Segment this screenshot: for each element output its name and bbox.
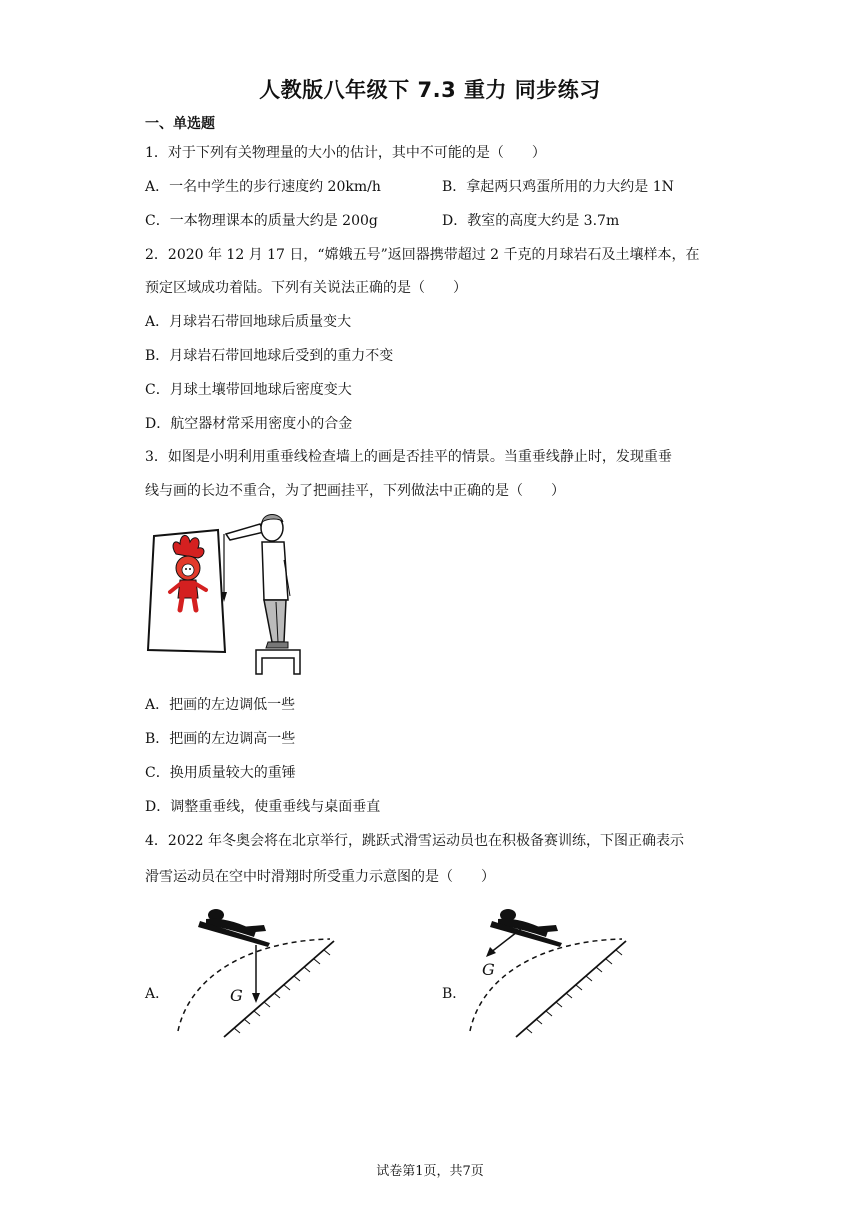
q2-option-d: D．航空器材常采用密度小的合金 xyxy=(145,416,353,432)
q4-figure-b xyxy=(462,905,632,1045)
q3-option-c: C．换用质量较大的重锤 xyxy=(145,765,296,781)
q1-stem: 1．对于下列有关物理量的大小的估计，其中不可能的是（ ） xyxy=(145,145,546,161)
q2-option-c: C．月球土壤带回地球后密度变大 xyxy=(145,382,352,398)
person-torso xyxy=(262,542,288,600)
q4-stem-line1: 4．2022 年冬奥会将在北京举行，跳跃式滑雪运动员也在积极备赛训练，下图正确表示 xyxy=(145,833,684,849)
section-heading: 一、单选题 xyxy=(145,116,215,132)
q3-stem-line1: 3．如图是小明利用重垂线检查墙上的画是否挂平的情景。当重垂线静止时，发现重垂 xyxy=(145,449,672,465)
gravity-label-b: G xyxy=(482,960,495,979)
q3-figure xyxy=(140,510,310,680)
q1-option-a: A．一名中学生的步行速度约 20km/h xyxy=(145,179,381,195)
q2-stem-line2: 预定区域成功着陆。下列有关说法正确的是（ ） xyxy=(145,280,467,296)
q2-stem-line1: 2．2020 年 12 月 17 日，“嫦娥五号”返回器携带超过 2 千克的月球岩石及土壤样本，在 xyxy=(145,247,700,263)
q4-stem-line2: 滑雪运动员在空中时滑翔时所受重力示意图的是（ ） xyxy=(145,869,495,885)
q4-option-b-label: B． xyxy=(442,986,467,1002)
person-arm xyxy=(226,524,264,540)
skier-silhouette-icon xyxy=(198,909,270,947)
q1-option-d: D．教室的高度大约是 3.7m xyxy=(442,213,620,229)
q2-option-b: B．月球岩石带回地球后受到的重力不变 xyxy=(145,348,394,364)
q1-option-b: B．拿起两只鸡蛋所用的力大约是 1N xyxy=(442,179,674,195)
person-legs xyxy=(264,600,286,642)
q3-option-a: A．把画的左边调低一些 xyxy=(145,697,296,713)
skier-silhouette-icon xyxy=(490,909,562,947)
q4-option-a-label: A． xyxy=(145,986,170,1002)
q2-option-a: A．月球岩石带回地球后质量变大 xyxy=(145,314,352,330)
gravity-label-a: G xyxy=(230,986,243,1005)
q1-option-c: C．一本物理课本的质量大约是 200g xyxy=(145,213,378,229)
page-footer: 试卷第1页，共7页 xyxy=(376,1164,484,1179)
q4-figure-a xyxy=(170,905,340,1045)
page-title: 人教版八年级下 7.3 重力 同步练习 xyxy=(259,78,601,102)
q3-stem-line2: 线与画的长边不重合，为了把画挂平，下列做法中正确的是（ ） xyxy=(145,483,565,499)
stool xyxy=(256,650,300,674)
q3-option-b: B．把画的左边调高一些 xyxy=(145,731,296,747)
q3-option-d: D．调整重垂线，使重垂线与桌面垂直 xyxy=(145,799,381,815)
